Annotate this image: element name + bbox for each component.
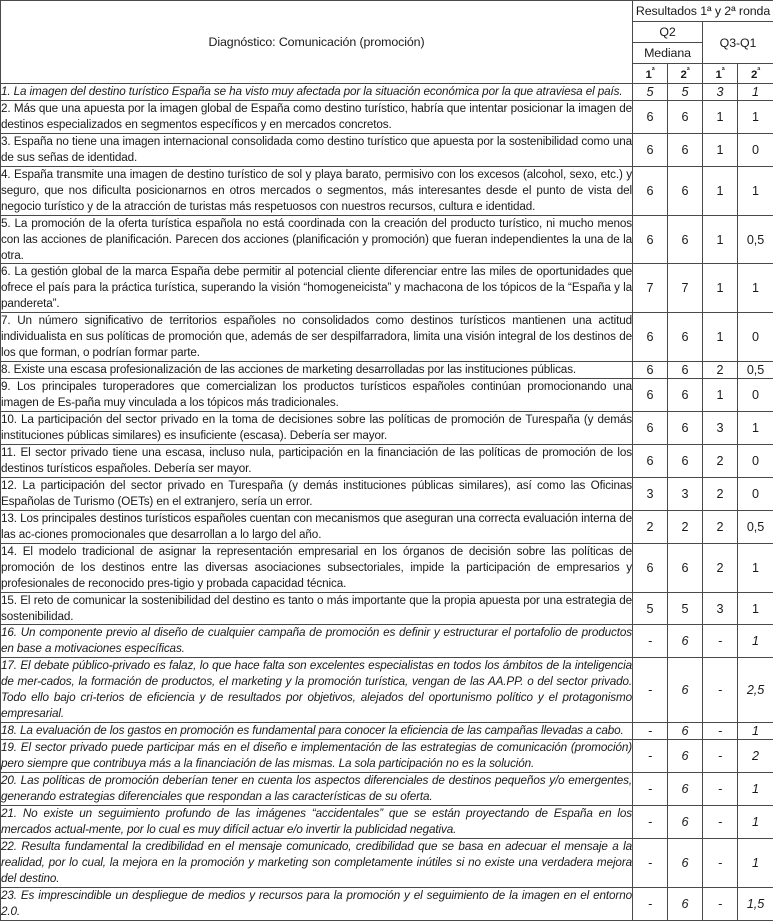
table-row [1, 264, 773, 313]
median-round2-cell: 6 [668, 100, 703, 133]
q3q1-round2-cell: 1 [738, 412, 773, 445]
statement-cell: 18. La evaluación de los gastos en promoción es fundamental para conocer la eficiencia de las campañas llevadas a cabo. [1, 723, 633, 740]
median-round2-cell: 6 [668, 773, 703, 806]
q3q1-round2-cell: 1 [738, 264, 773, 313]
median-round1-cell: 6 [633, 100, 668, 133]
q3q1-round1-cell: - [703, 625, 738, 658]
median-round1-cell: - [633, 805, 668, 838]
q3q1-round1-cell: 2 [703, 510, 738, 543]
median-round2-cell: 6 [668, 412, 703, 445]
median-round2-cell: 6 [668, 658, 703, 723]
q3q1-round1-cell: 1 [703, 166, 738, 215]
q3q1-round1-cell: 3 [703, 412, 738, 445]
median-round1-cell: 5 [633, 592, 668, 625]
q3q1-round1-cell: - [703, 740, 738, 773]
table-row [1, 84, 773, 101]
q3q1-round2-cell: 0 [738, 379, 773, 412]
round-label-mediana-2: $2^ª$ [668, 64, 703, 84]
q3q1-round2-cell: 1 [738, 838, 773, 887]
q3q1-round2-cell: 0 [738, 444, 773, 477]
statement-cell: 14. El modelo tradicional de asignar la representación empresarial en los órganos de decisión sobre las políticas de promoción de los destinos entre las diversas asociaciones subsectoriales, impide la participación de empresarios y profesionales de reconocido pres-tigio y probada capacidad técnica. [1, 543, 633, 592]
q3q1-round1-cell: - [703, 805, 738, 838]
statement-cell: 17. El debate público-privado es falaz, lo que hace falta son excelentes especialistas en todos los ámbitos de la inteligencia de mer-cados, la formación de productos, el marketing y la promoción turística, vengan de las AA.PP. o del sector privado. Todo ello bajo cri-terios de eficiencia y de resultados por objetivos, alejados del oportunismo político y el protagonismo empresarial. [1, 658, 633, 723]
median-round2-cell: 6 [668, 625, 703, 658]
diagnostic-title-cell: Diagnóstico: Comunicación (promoción) [1, 1, 633, 84]
statement-cell: 9. Los principales turoperadores que comercializan los productos turísticos españoles continúan promocionando una imagen de Es-paña muy vinculada a los tópicos más tradicionales. [1, 379, 633, 412]
q3q1-round1-cell: - [703, 838, 738, 887]
q3q1-round1-cell: 3 [703, 84, 738, 101]
table-row [1, 723, 773, 740]
q3q1-round1-cell: 2 [703, 444, 738, 477]
q3q1-round1-cell: 1 [703, 379, 738, 412]
round-label-q3q1-2: $2^ª$ [738, 64, 773, 84]
median-round2-cell: 6 [668, 543, 703, 592]
table-row [1, 100, 773, 133]
median-round2-cell: 3 [668, 477, 703, 510]
q3q1-round1-cell: 1 [703, 264, 738, 313]
statement-cell: 11. El sector privado tiene una escasa, incluso nula, participación en la financiación de las políticas de promoción de los destinos turísticos españoles. Debería ser mayor. [1, 444, 633, 477]
q3q1-round2-cell: 0 [738, 313, 773, 362]
results-header-cell: Resultados 1ª y 2ª ronda [633, 1, 773, 22]
table-row [1, 215, 773, 264]
q2-group-header: Q2 [633, 22, 703, 43]
statement-cell: 15. El reto de comunicar la sostenibilidad del destino es tanto o más importante que la propia apuesta por una estrategia de sostenibilidad. [1, 592, 633, 625]
median-round1-cell: 6 [633, 379, 668, 412]
median-round2-cell: 6 [668, 887, 703, 920]
statement-cell: 16. Un componente previo al diseño de cualquier campaña de promoción es definir y estructurar el portafolio de productos en base a motivaciones específicas. [1, 625, 633, 658]
median-round1-cell: 6 [633, 444, 668, 477]
statement-cell: 2. Más que una apuesta por la imagen global de España como destino turístico, habría que intentar posicionar la imagen de destinos especializados en segmentos específicos y en mercados concretos. [1, 100, 633, 133]
median-round2-cell: 6 [668, 379, 703, 412]
table-row [1, 740, 773, 773]
q3q1-round1-cell: - [703, 773, 738, 806]
table-row [1, 773, 773, 806]
statement-cell: 13. Los principales destinos turísticos españoles cuentan con mecanismos que aseguran una correcta evaluación interna de las ac-ciones promocionales que desarrollan a lo largo del año. [1, 510, 633, 543]
statement-cell: 22. Resulta fundamental la credibilidad en el mensaje comunicado, credibilidad que se basa en adecuar el mensaje a la realidad, por lo cual, la mejora en la promoción y marketing son completamente inútiles si no existe una verdadera mejora del destino. [1, 838, 633, 887]
q3q1-round2-cell: 1 [738, 773, 773, 806]
table-row [1, 477, 773, 510]
q3q1-round2-cell: 0,5 [738, 215, 773, 264]
statement-cell: 3. España no tiene una imagen internacional consolidada como destino turístico que apuesta por la sostenibilidad como una de sus señas de identidad. [1, 133, 633, 166]
median-round2-cell: 6 [668, 740, 703, 773]
median-round1-cell: 5 [633, 84, 668, 101]
statement-cell: 20. Las políticas de promoción deberían tener en cuenta los aspectos diferenciales de destinos pequeños y/o emergentes, generando estrategias diferenciales que respondan a las características de su oferta. [1, 773, 633, 806]
q3q1-round2-cell: 2,5 [738, 658, 773, 723]
mediana-subheader: Mediana [633, 43, 703, 64]
q3q1-round1-cell: 3 [703, 592, 738, 625]
statement-cell: 19. El sector privado puede participar más en el diseño e implementación de las estrategias de comunicación (promoción) pero siempre que contribuya más a la financiación de las mismas. La sola participación no es la solución. [1, 740, 633, 773]
q3q1-round2-cell: 2 [738, 740, 773, 773]
q3q1-round2-cell: 1 [738, 805, 773, 838]
median-round2-cell: 5 [668, 84, 703, 101]
median-round1-cell: 6 [633, 313, 668, 362]
q3q1-round2-cell: 1 [738, 592, 773, 625]
median-round1-cell: 6 [633, 166, 668, 215]
median-round2-cell: 5 [668, 592, 703, 625]
table-row [1, 362, 773, 379]
median-round1-cell: 3 [633, 477, 668, 510]
q3q1-round2-cell: 0 [738, 133, 773, 166]
q3q1-round2-cell: 1 [738, 543, 773, 592]
median-round2-cell: 6 [668, 133, 703, 166]
q3q1-group-header: Q3-Q1 [703, 22, 773, 64]
median-round2-cell: 6 [668, 362, 703, 379]
q3q1-round1-cell: - [703, 887, 738, 920]
q3q1-round1-cell: 1 [703, 100, 738, 133]
median-round2-cell: 2 [668, 510, 703, 543]
table-row [1, 838, 773, 887]
q3q1-round2-cell: 1 [738, 166, 773, 215]
table-body [1, 84, 773, 921]
table-row [1, 625, 773, 658]
median-round1-cell: - [633, 838, 668, 887]
table-row [1, 133, 773, 166]
round-label-q3q1-1: $1^ª$ [703, 64, 738, 84]
median-round1-cell: - [633, 723, 668, 740]
table-row [1, 379, 773, 412]
median-round2-cell: 6 [668, 313, 703, 362]
median-round1-cell: 6 [633, 543, 668, 592]
q3q1-round1-cell: 2 [703, 362, 738, 379]
median-round1-cell: - [633, 658, 668, 723]
statement-cell: 10. La participación del sector privado en la toma de decisiones sobre las políticas de promoción de Turespaña (y demás instituciones públicas similares) es insuficiente (escasa). Debería ser mayor. [1, 412, 633, 445]
statement-cell: 5. La promoción de la oferta turística española no está coordinada con la creación del producto turístico, ni mucho menos con las acciones de planificación. Parecen dos acciones (planificación y promoción) que fueran independientes la una de la otra. [1, 215, 633, 264]
q3q1-round2-cell: 0,5 [738, 510, 773, 543]
median-round1-cell: 2 [633, 510, 668, 543]
q3q1-round2-cell: 0,5 [738, 362, 773, 379]
round-label-mediana-1: $1^ª$ [633, 64, 668, 84]
median-round1-cell: 6 [633, 215, 668, 264]
median-round2-cell: 7 [668, 264, 703, 313]
statement-cell: 6. La gestión global de la marca España debe permitir al potencial cliente diferenciar entre las miles de oportunidades que ofrece el país para la práctica turística, superando la visión “homogeneicista” y machacona de los tópicos de la “España y la pandereta”. [1, 264, 633, 313]
q3q1-round1-cell: - [703, 723, 738, 740]
median-round1-cell: 6 [633, 133, 668, 166]
table-row [1, 887, 773, 920]
q3q1-round1-cell: - [703, 658, 738, 723]
median-round1-cell: - [633, 773, 668, 806]
q3q1-round2-cell: 1 [738, 100, 773, 133]
statement-cell: 8. Existe una escasa profesionalización de las acciones de marketing desarrolladas por las instituciones públicas. [1, 362, 633, 379]
statement-cell: 23. Es imprescindible un despliegue de medios y recursos para la promoción y el seguimiento de la imagen en el entorno 2.0. [1, 887, 633, 920]
median-round1-cell: 6 [633, 412, 668, 445]
q3q1-round1-cell: 2 [703, 543, 738, 592]
statement-cell: 12. La participación del sector privado en Turespaña (y demás instituciones públicas similares), así como las Oficinas Españolas de Turismo (OETs) en el extranjero, sería un error. [1, 477, 633, 510]
median-round2-cell: 6 [668, 215, 703, 264]
table-row [1, 313, 773, 362]
q3q1-round2-cell: 1,5 [738, 887, 773, 920]
statement-cell: 1. La imagen del destino turístico España se ha visto muy afectada por la situación económica por la que atraviesa el país. [1, 84, 633, 101]
median-round2-cell: 6 [668, 166, 703, 215]
q3q1-round2-cell: 0 [738, 477, 773, 510]
q3q1-round1-cell: 2 [703, 477, 738, 510]
table-header [1, 1, 773, 84]
table-row [1, 444, 773, 477]
median-round1-cell: - [633, 887, 668, 920]
q3q1-round1-cell: 1 [703, 215, 738, 264]
median-round1-cell: - [633, 740, 668, 773]
statement-cell: 4. España transmite una imagen de destino turístico de sol y playa barato, permisivo con los excesos (alcohol, sexo, etc.) y seguro, que nos dificulta posicionarnos en otros mercados o segmentos, más interesantes desde el punto de vista del negocio turístico y de la atracción de turistas más respetuosos con nuestros recursos, cultura e identidad. [1, 166, 633, 215]
median-round2-cell: 6 [668, 444, 703, 477]
median-round1-cell: - [633, 625, 668, 658]
q3q1-round2-cell: 1 [738, 723, 773, 740]
table-row [1, 166, 773, 215]
median-round2-cell: 6 [668, 838, 703, 887]
q3q1-round2-cell: 1 [738, 84, 773, 101]
table-row [1, 592, 773, 625]
median-round2-cell: 6 [668, 805, 703, 838]
header-row-1 [1, 1, 773, 22]
q3q1-round1-cell: 1 [703, 313, 738, 362]
q3q1-round1-cell: 1 [703, 133, 738, 166]
table-row [1, 412, 773, 445]
table-row [1, 510, 773, 543]
median-round2-cell: 6 [668, 723, 703, 740]
q3q1-round2-cell: 1 [738, 625, 773, 658]
median-round1-cell: 7 [633, 264, 668, 313]
statement-cell: 7. Un número significativo de territorios españoles no consolidados como destinos turísticos mantienen una actitud individualista en sus políticas de promoción que, además de ser despilfarradora, limita una visión integral de los destinos de los que forman, o podrían formar parte. [1, 313, 633, 362]
table-row [1, 543, 773, 592]
median-round1-cell: 6 [633, 362, 668, 379]
statement-cell: 21. No existe un seguimiento profundo de las imágenes “accidentales” que se están proyectando de España en los mercados actual-mente, por lo cual es muy difícil actuar e/o invertir la publicidad negativa. [1, 805, 633, 838]
table-row [1, 658, 773, 723]
table-row [1, 805, 773, 838]
